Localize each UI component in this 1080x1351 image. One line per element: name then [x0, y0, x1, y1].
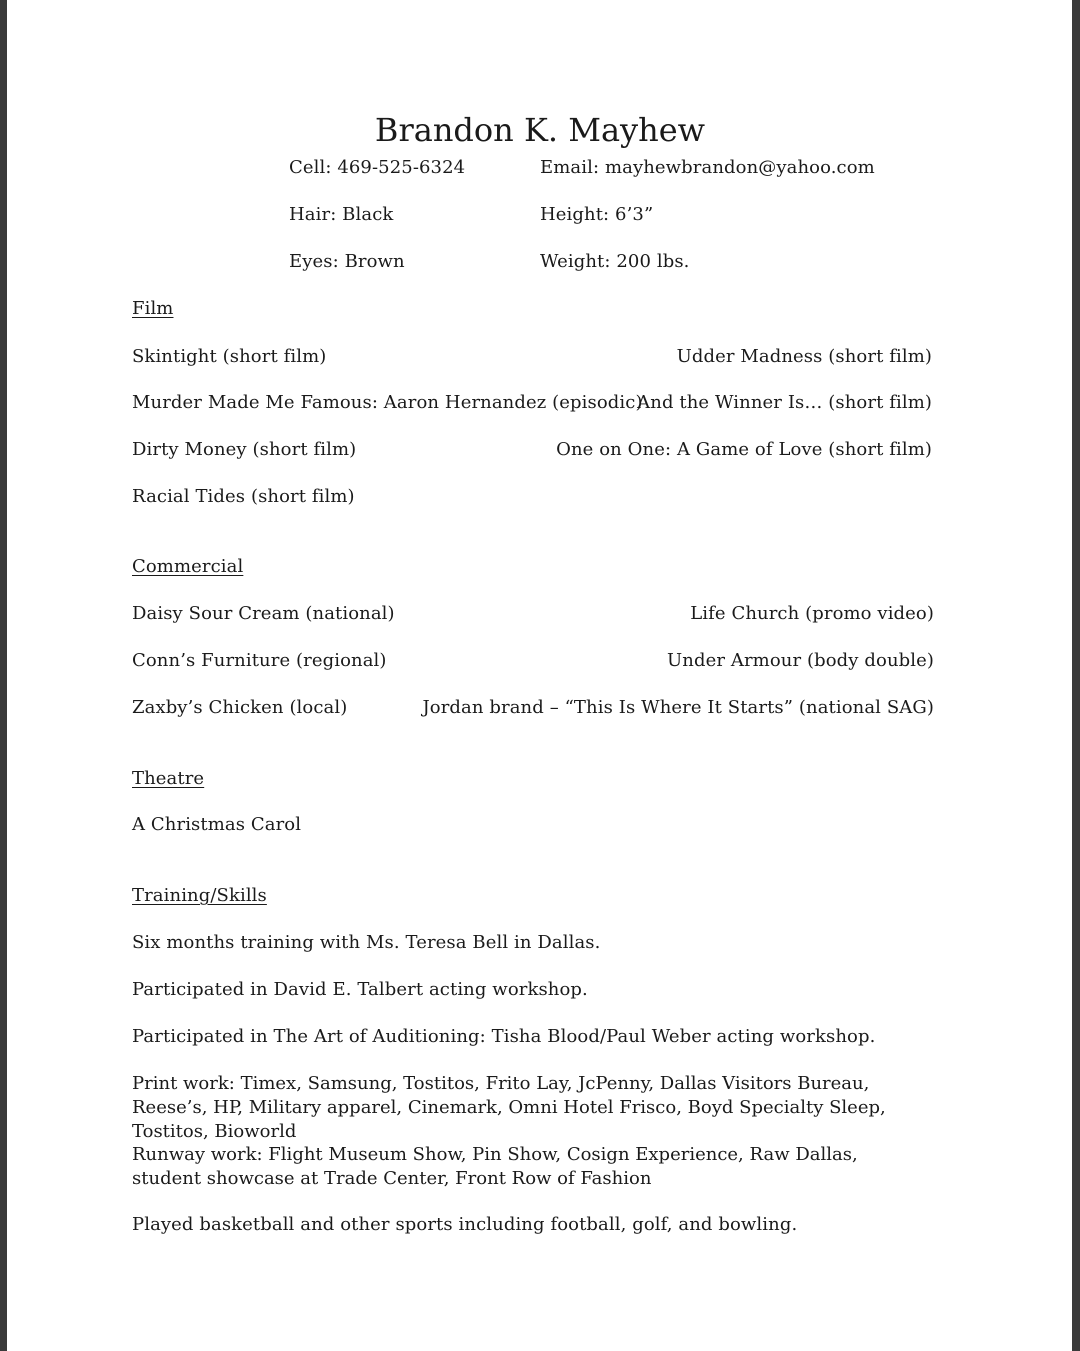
runway-work: Runway work: Flight Museum Show, Pin Show, Cosign Experience, Raw Dallas, student showcase at Trade Center, Front Row of Fashion	[132, 1144, 858, 1189]
training-item: Participated in The Art of Auditioning: Tisha Blood/Paul Weber acting workshop.	[132, 1026, 876, 1047]
film-credit-left: Murder Made Me Famous: Aaron Hernandez (episodic)	[132, 392, 643, 413]
resume-name: Brandon K. Mayhew	[374, 111, 706, 149]
commercial-credit-right: Under Armour (body double)	[667, 650, 934, 671]
training-heading: Training/Skills	[132, 885, 267, 906]
weight: Weight: 200 lbs.	[540, 251, 690, 272]
commercial-heading: Commercial	[132, 556, 244, 577]
commercial-credit-left: Daisy Sour Cream (national)	[132, 603, 395, 624]
window-edge-left	[0, 0, 7, 1351]
email-address: Email: mayhewbrandon@yahoo.com	[540, 157, 875, 178]
commercial-credit-left: Zaxby’s Chicken (local)	[132, 697, 348, 718]
film-credit-right: Udder Madness (short film)	[676, 346, 932, 367]
print-work: Print work: Timex, Samsung, Tostitos, Frito Lay, JcPenny, Dallas Visitors Bureau, Reese’s, HP, Military apparel, Cinemark, Omni Hotel Frisco, Boyd Specialty Sleep, Tostitos, Bioworld	[132, 1073, 886, 1142]
training-item: Participated in David E. Talbert acting workshop.	[132, 979, 588, 1000]
height: Height: 6’3”	[540, 204, 654, 225]
window-edge-right	[1072, 0, 1080, 1351]
film-credit-left: Racial Tides (short film)	[132, 486, 355, 507]
commercial-credit-right: Life Church (promo video)	[690, 603, 934, 624]
film-credit-left: Skintight (short film)	[132, 346, 327, 367]
film-credit-right: One on One: A Game of Love (short film)	[556, 439, 932, 460]
film-credit-left: Dirty Money (short film)	[132, 439, 357, 460]
film-credit-right: And the Winner Is… (short film)	[637, 392, 932, 413]
film-heading: Film	[132, 298, 174, 319]
hair-color: Hair: Black	[289, 204, 394, 225]
training-item: Six months training with Ms. Teresa Bell in Dallas.	[132, 932, 601, 953]
training-item: Played basketball and other sports including football, golf, and bowling.	[132, 1214, 798, 1235]
theatre-heading: Theatre	[132, 768, 205, 789]
commercial-credit-left: Conn’s Furniture (regional)	[132, 650, 387, 671]
theatre-credit: A Christmas Carol	[132, 814, 302, 835]
commercial-credit-right: Jordan brand – “This Is Where It Starts” (national SAG)	[422, 697, 934, 718]
eye-color: Eyes: Brown	[289, 251, 405, 272]
cell-phone: Cell: 469-525-6324	[289, 157, 466, 178]
